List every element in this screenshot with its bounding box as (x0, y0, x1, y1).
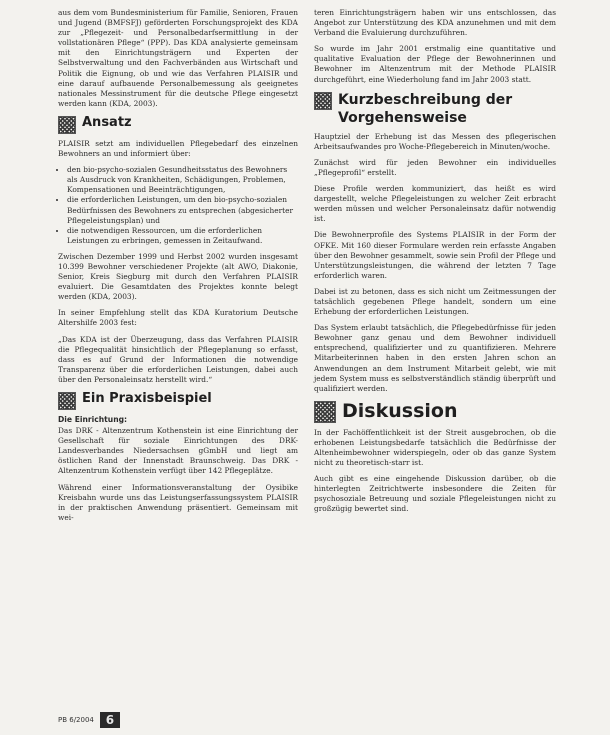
page-footer (58, 712, 120, 728)
list-item: • die notwendigen Ressourcen, um die erforderlichen Leistungen zu erbringen, gemessen in Zeitaufwand. (67, 226, 298, 246)
right-column (314, 8, 556, 521)
section-heading-diskussion-text: Diskussion (342, 399, 458, 422)
paragraph: Diese Profile werden kommuniziert, das heißt es wird dargestellt, welche Pflegeleistungen zu welcher Zeit erbracht werden müssen und welcher Personaleinsatz dafür notwendig ist. (314, 184, 556, 224)
ansatz-list (58, 165, 298, 246)
intro-paragraph: aus dem vom Bundesministerium für Familie, Senioren, Frauen und Jugend (BMFSFJ) geförderten Forschungsprojekt des KDA zur „Pflegezeit- und Personalbedarfsermittlung in der vollstationären Pflege“ (PPP). Das KDA analysierte gemeinsam mit den Einrichtungsträgern und Experten der Selbstverwaltung und den Fachverbänden aus Wirtschaft und Politik die Eignung, ob und wie das Verfahren PLAISIR und eine darauf aufbauende Personalbemessung als geeignetes nationales Messinstrument für die deutsche Pflege eingesetzt werden kann (KDA, 2003). (58, 8, 298, 108)
left-column (58, 8, 298, 529)
ansatz-intro: PLAISIR setzt am individuellen Pflegebedarf des einzelnen Bewohners an und informiert über: (58, 138, 298, 159)
section-heading-ansatz (58, 115, 298, 134)
paragraph: Dabei ist zu betonen, dass es sich nicht um Zeitmessungen der tatsächlich gegebenen Pflege handelt, sondern um eine Erhebung der erforderlichen Leistungen. (314, 286, 556, 317)
page-number: 6 (100, 712, 120, 728)
section-heading-praxis (58, 391, 298, 410)
paragraph: Das System erlaubt tatsächlich, die Pflegebedürfnisse für jeden Bewohner ganz genau und dem Bewohner individuell entsprechend, qualifizierter und zu quantifizieren. Mehrere Mitarbeiterinnen haben in den ersten Jahren schon an Anwendungen an dem Instrument Mitarbeit gelebt, wie mit jedem System muss es selbstverständlich ständig überprüft und qualifiziert werden. (314, 323, 556, 393)
paragraph: Auch gibt es eine eingehende Diskussion darüber, ob die hinterlegten Zeitrichtwerte insbesondere die Zeiten für psychosoziale Betreuung und soziale Pflegeleistungen nicht zu großzügig bewertet sind. (314, 474, 556, 514)
section-heading-ansatz-text: Ansatz (82, 114, 132, 130)
paragraph: Hauptziel der Erhebung ist das Messen des pflegerischen Arbeitsaufwandes pro Woche-Pflegebereich in Minuten/woche. (314, 131, 556, 151)
paragraph: In der Fachöffentlichkeit ist der Streit ausgebrochen, ob die erhobenen Leistungsbedarfe tatsächlich die Bedürfnisse der Altenheimbewohner widerspiegeln, oder ob das ganze System nicht zu theoretisch-starr ist. (314, 427, 556, 468)
paragraph: Das DRK - Altenzentrum Kothenstein ist eine Einrichtung der Gesellschaft für soziale Einrichtungen des DRK-Landesverbandes Niedersachsen gGmbH und liegt am östlichen Rand der Innenstadt Braunschweig. Das DRK - Altenzentrum Kothenstein verfügt über 142 Pflegeplätze. (58, 426, 298, 476)
list-item: • die erforderlichen Leistungen, um den bio-psycho-sozialen Bedürfnissen des Bewohners zu entsprechen (abgesicherter Pflegeleistungsplan) und (67, 195, 298, 225)
section-heading-kurzbeschreibung-text: Kurzbeschreibung der Vorgehensweise (338, 91, 513, 126)
section-heading-praxis-text: Ein Praxisbeispiel (82, 391, 212, 406)
paragraph: Zwischen Dezember 1999 und Herbst 2002 wurden insgesamt 10.399 Bewohner verschiedener Projekte (alt AWO, Diakonie, Senior, Kreis Siegburg mit durch den Verfahren PLAISIR evaluiert. Die Gesamtdaten des Projektes konnte belegt werden (KDA, 2003). (58, 251, 298, 302)
section-heading-kurzbeschreibung (314, 91, 556, 127)
paragraph: Zunächst wird für jeden Bewohner ein individuelles „Pflegeprofil“ erstellt. (314, 157, 556, 177)
quote-paragraph: „Das KDA ist der Überzeugung, dass das Verfahren PLAISIR die Pflegequalität hinsichtlich der Pflegeplanung so erfasst, dass es auf Grund der Informationen die notwendige Transparenz über die erforderlichen Leistungen, dabei auch über den Personaleinsatz herstellt wird.“ (58, 334, 298, 384)
paragraph: In seiner Empfehlung stellt das KDA Kuratorium Deutsche Altershilfe 2003 fest: (58, 308, 298, 328)
section-marker-icon (58, 116, 76, 134)
paragraph: So wurde im Jahr 2001 erstmalig eine quantitative und qualitative Evaluation der Pflege der Bewohnerinnen und Bewohner im Altenzentrum mit der Methode PLAISIR durchgeführt, eine Wiederholung fand im Jahr 2003 statt. (314, 44, 556, 84)
paragraph: Die Bewohnerprofile des Systems PLAISIR in der Form der OFKE. Mit 160 dieser Formulare werden rein erfasste Angaben über den Bewohner gesammelt, sowie sein Profil der Pflege und Unterstützungsleistungen, die während der letzten 7 Tage erforderlich waren. (314, 230, 556, 280)
section-marker-icon (58, 392, 76, 410)
issue-label: PB 6/2004 (58, 716, 94, 724)
list-item: • den bio-psycho-sozialen Gesundheitsstatus des Bewohners als Ausdruck von Krankheiten, Schädigungen, Problemen, Kompensationen und Beeinträchtigungen, (67, 165, 298, 195)
section-heading-diskussion (314, 400, 556, 423)
paragraph: teren Einrichtungsträgern haben wir uns entschlossen, das Angebot zur Unterstützung des KDA anzunehmen und mit dem Verband die Evaluierung durchzuführen. (314, 8, 556, 38)
paragraph: Während einer Informationsveranstaltung der Oysibike Kreisbahn wurde uns das Leistungserfassungssystem PLAISIR in der praktischen Anwendung präsentiert. Gemeinsam mit wei- (58, 482, 298, 522)
section-marker-icon (314, 92, 332, 110)
subheading-einrichtung: Die Einrichtung: (58, 415, 128, 424)
section-marker-icon (314, 401, 336, 423)
